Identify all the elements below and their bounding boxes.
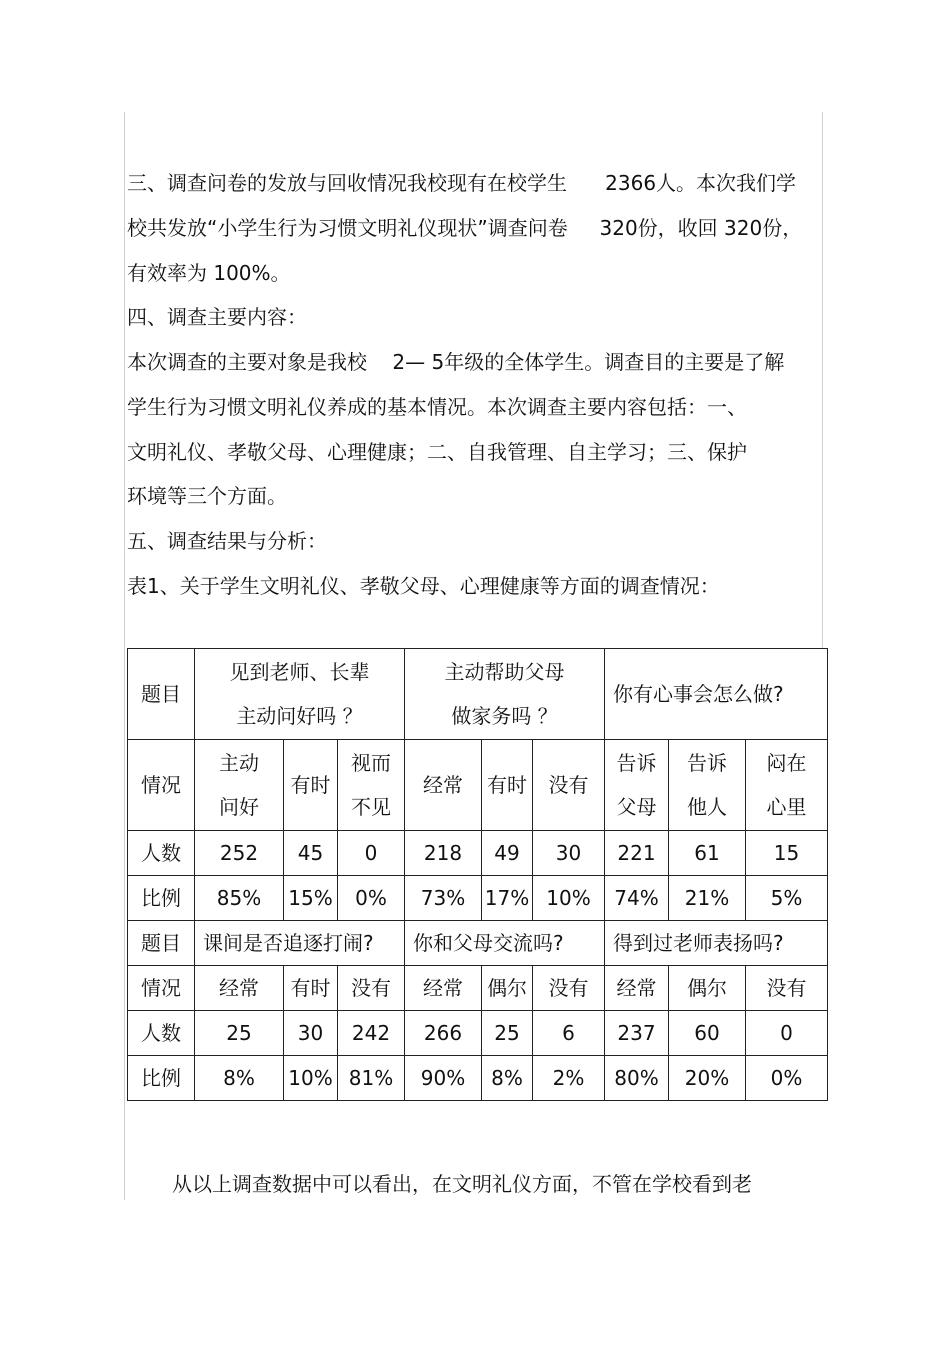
ratio-cell: 90% [405, 1056, 482, 1101]
ratio-cell: 5% [746, 876, 828, 921]
option-cell [405, 740, 482, 831]
ratio-cell: 8% [482, 1056, 533, 1101]
question-line: 主动帮助父母 [444, 660, 565, 684]
option-line: 闷在 [766, 751, 807, 775]
option-cell [533, 740, 605, 831]
option-cell: 经常 [195, 966, 284, 1011]
question-greet-elders [195, 649, 405, 740]
table-row-counts-2 [128, 1011, 828, 1056]
table-row-topic-2 [128, 921, 828, 966]
table-row-ratios-2 [128, 1056, 828, 1101]
ratio-cell: 10% [533, 876, 605, 921]
option-line: 告诉 [687, 751, 728, 775]
paragraph-line: 学生行为习惯文明礼仪养成的基本情况。本次调查主要内容包括：一、 [127, 395, 747, 419]
question-line: 做家务吗 ？ [451, 704, 558, 728]
count-cell: 242 [338, 1011, 405, 1056]
option-cell: 没有 [746, 966, 828, 1011]
ratio-cell: 85% [195, 876, 284, 921]
option-line: 告诉 [616, 751, 657, 775]
ratio-cell: 0% [746, 1056, 828, 1101]
question-teacher-praise: 得到过老师表扬吗? [605, 921, 828, 966]
table-row-options-1 [128, 740, 828, 831]
table-caption: 表1、关于学生文明礼仪、孝敬父母、心理健康等方面的调查情况： [127, 574, 720, 598]
option-line: 他人 [687, 795, 728, 819]
row-label-topic: 题目 [128, 649, 195, 740]
option-cell: 偶尔 [669, 966, 746, 1011]
paragraph-line: 有效率为 100%。 [127, 261, 291, 285]
count-cell: 45 [284, 831, 338, 876]
option-cell: 没有 [338, 966, 405, 1011]
paragraph-line: 校共发放“小学生行为习惯文明礼仪现状”调查问卷 320份，收回 320份， [127, 216, 803, 240]
ratio-cell: 15% [284, 876, 338, 921]
question-help-parents [405, 649, 605, 740]
option-cell [195, 740, 284, 831]
option-line: 视而 [351, 751, 391, 775]
option-cell [746, 740, 828, 831]
paragraph-line: 本次调查的主要对象是我校 2— 5年级的全体学生。调查目的主要是了解 [127, 350, 785, 374]
ratio-cell: 17% [482, 876, 533, 921]
ratio-cell: 2% [533, 1056, 605, 1101]
section-heading-4: 四、调查主要内容： [127, 305, 307, 329]
option-cell [338, 740, 405, 831]
row-label-ratio: 比例 [128, 876, 195, 921]
ratio-cell: 73% [405, 876, 482, 921]
row-label-topic: 题目 [128, 921, 195, 966]
ratio-cell: 74% [605, 876, 669, 921]
page-margin-line-left [124, 112, 125, 1200]
count-cell: 25 [195, 1011, 284, 1056]
option-line: 有时 [487, 773, 527, 797]
count-cell: 30 [533, 831, 605, 876]
option-line: 父母 [616, 795, 657, 819]
count-cell: 60 [669, 1011, 746, 1056]
count-cell: 25 [482, 1011, 533, 1056]
ratio-cell: 8% [195, 1056, 284, 1101]
count-cell: 61 [669, 831, 746, 876]
option-cell [605, 740, 669, 831]
table-row-counts-1 [128, 831, 828, 876]
table-row-topic-1 [128, 649, 828, 740]
section-heading-5: 五、调查结果与分析： [127, 529, 327, 553]
option-cell: 偶尔 [482, 966, 533, 1011]
option-line: 心里 [766, 795, 807, 819]
ratio-cell: 20% [669, 1056, 746, 1101]
paragraph-line: 文明礼仪、孝敬父母、心理健康；二、自我管理、自主学习；三、保护 [127, 440, 747, 464]
option-cell: 有时 [284, 966, 338, 1011]
ratio-cell: 10% [284, 1056, 338, 1101]
count-cell: 15 [746, 831, 828, 876]
count-cell: 6 [533, 1011, 605, 1056]
count-cell: 266 [405, 1011, 482, 1056]
option-cell: 没有 [533, 966, 605, 1011]
row-label-ratio: 比例 [128, 1056, 195, 1101]
option-cell: 经常 [605, 966, 669, 1011]
survey-table [127, 648, 828, 1101]
count-cell: 0 [746, 1011, 828, 1056]
ratio-cell: 80% [605, 1056, 669, 1101]
count-cell: 218 [405, 831, 482, 876]
count-cell: 49 [482, 831, 533, 876]
question-chasing: 课间是否追逐打闹? [195, 921, 405, 966]
row-label-situation: 情况 [128, 966, 195, 1011]
question-communicate-parents: 你和父母交流吗? [405, 921, 605, 966]
count-cell: 30 [284, 1011, 338, 1056]
closing-paragraph-line: 从以上调查数据中可以看出，在文明礼仪方面，不管在学校看到老 [172, 1172, 752, 1196]
page-margin-line-right [822, 112, 823, 648]
option-line: 有时 [290, 773, 331, 797]
row-label-count: 人数 [128, 1011, 195, 1056]
ratio-cell: 0% [338, 876, 405, 921]
count-cell: 252 [195, 831, 284, 876]
option-cell: 经常 [405, 966, 482, 1011]
option-line: 经常 [423, 773, 463, 797]
option-line: 问好 [219, 795, 259, 819]
option-line: 不见 [351, 795, 391, 819]
ratio-cell: 21% [669, 876, 746, 921]
count-cell: 0 [338, 831, 405, 876]
table-row-options-2 [128, 966, 828, 1011]
row-label-situation: 情况 [128, 740, 195, 831]
count-cell: 237 [605, 1011, 669, 1056]
paragraph-line: 三、调查问卷的发放与回收情况我校现有在校学生 2366人。本次我们学 [127, 171, 797, 195]
option-line: 没有 [548, 773, 589, 797]
option-line: 主动 [219, 751, 259, 775]
row-label-count: 人数 [128, 831, 195, 876]
option-cell [284, 740, 338, 831]
option-cell [482, 740, 533, 831]
count-cell: 221 [605, 831, 669, 876]
paragraph-line: 环境等三个方面。 [127, 484, 287, 508]
table-row-ratios-1 [128, 876, 828, 921]
ratio-cell: 81% [338, 1056, 405, 1101]
question-line: 主动问好吗 ？ [236, 704, 363, 728]
question-worries: 你有心事会怎么做? [605, 649, 828, 740]
question-line: 见到老师、长辈 [229, 660, 370, 684]
option-cell [669, 740, 746, 831]
